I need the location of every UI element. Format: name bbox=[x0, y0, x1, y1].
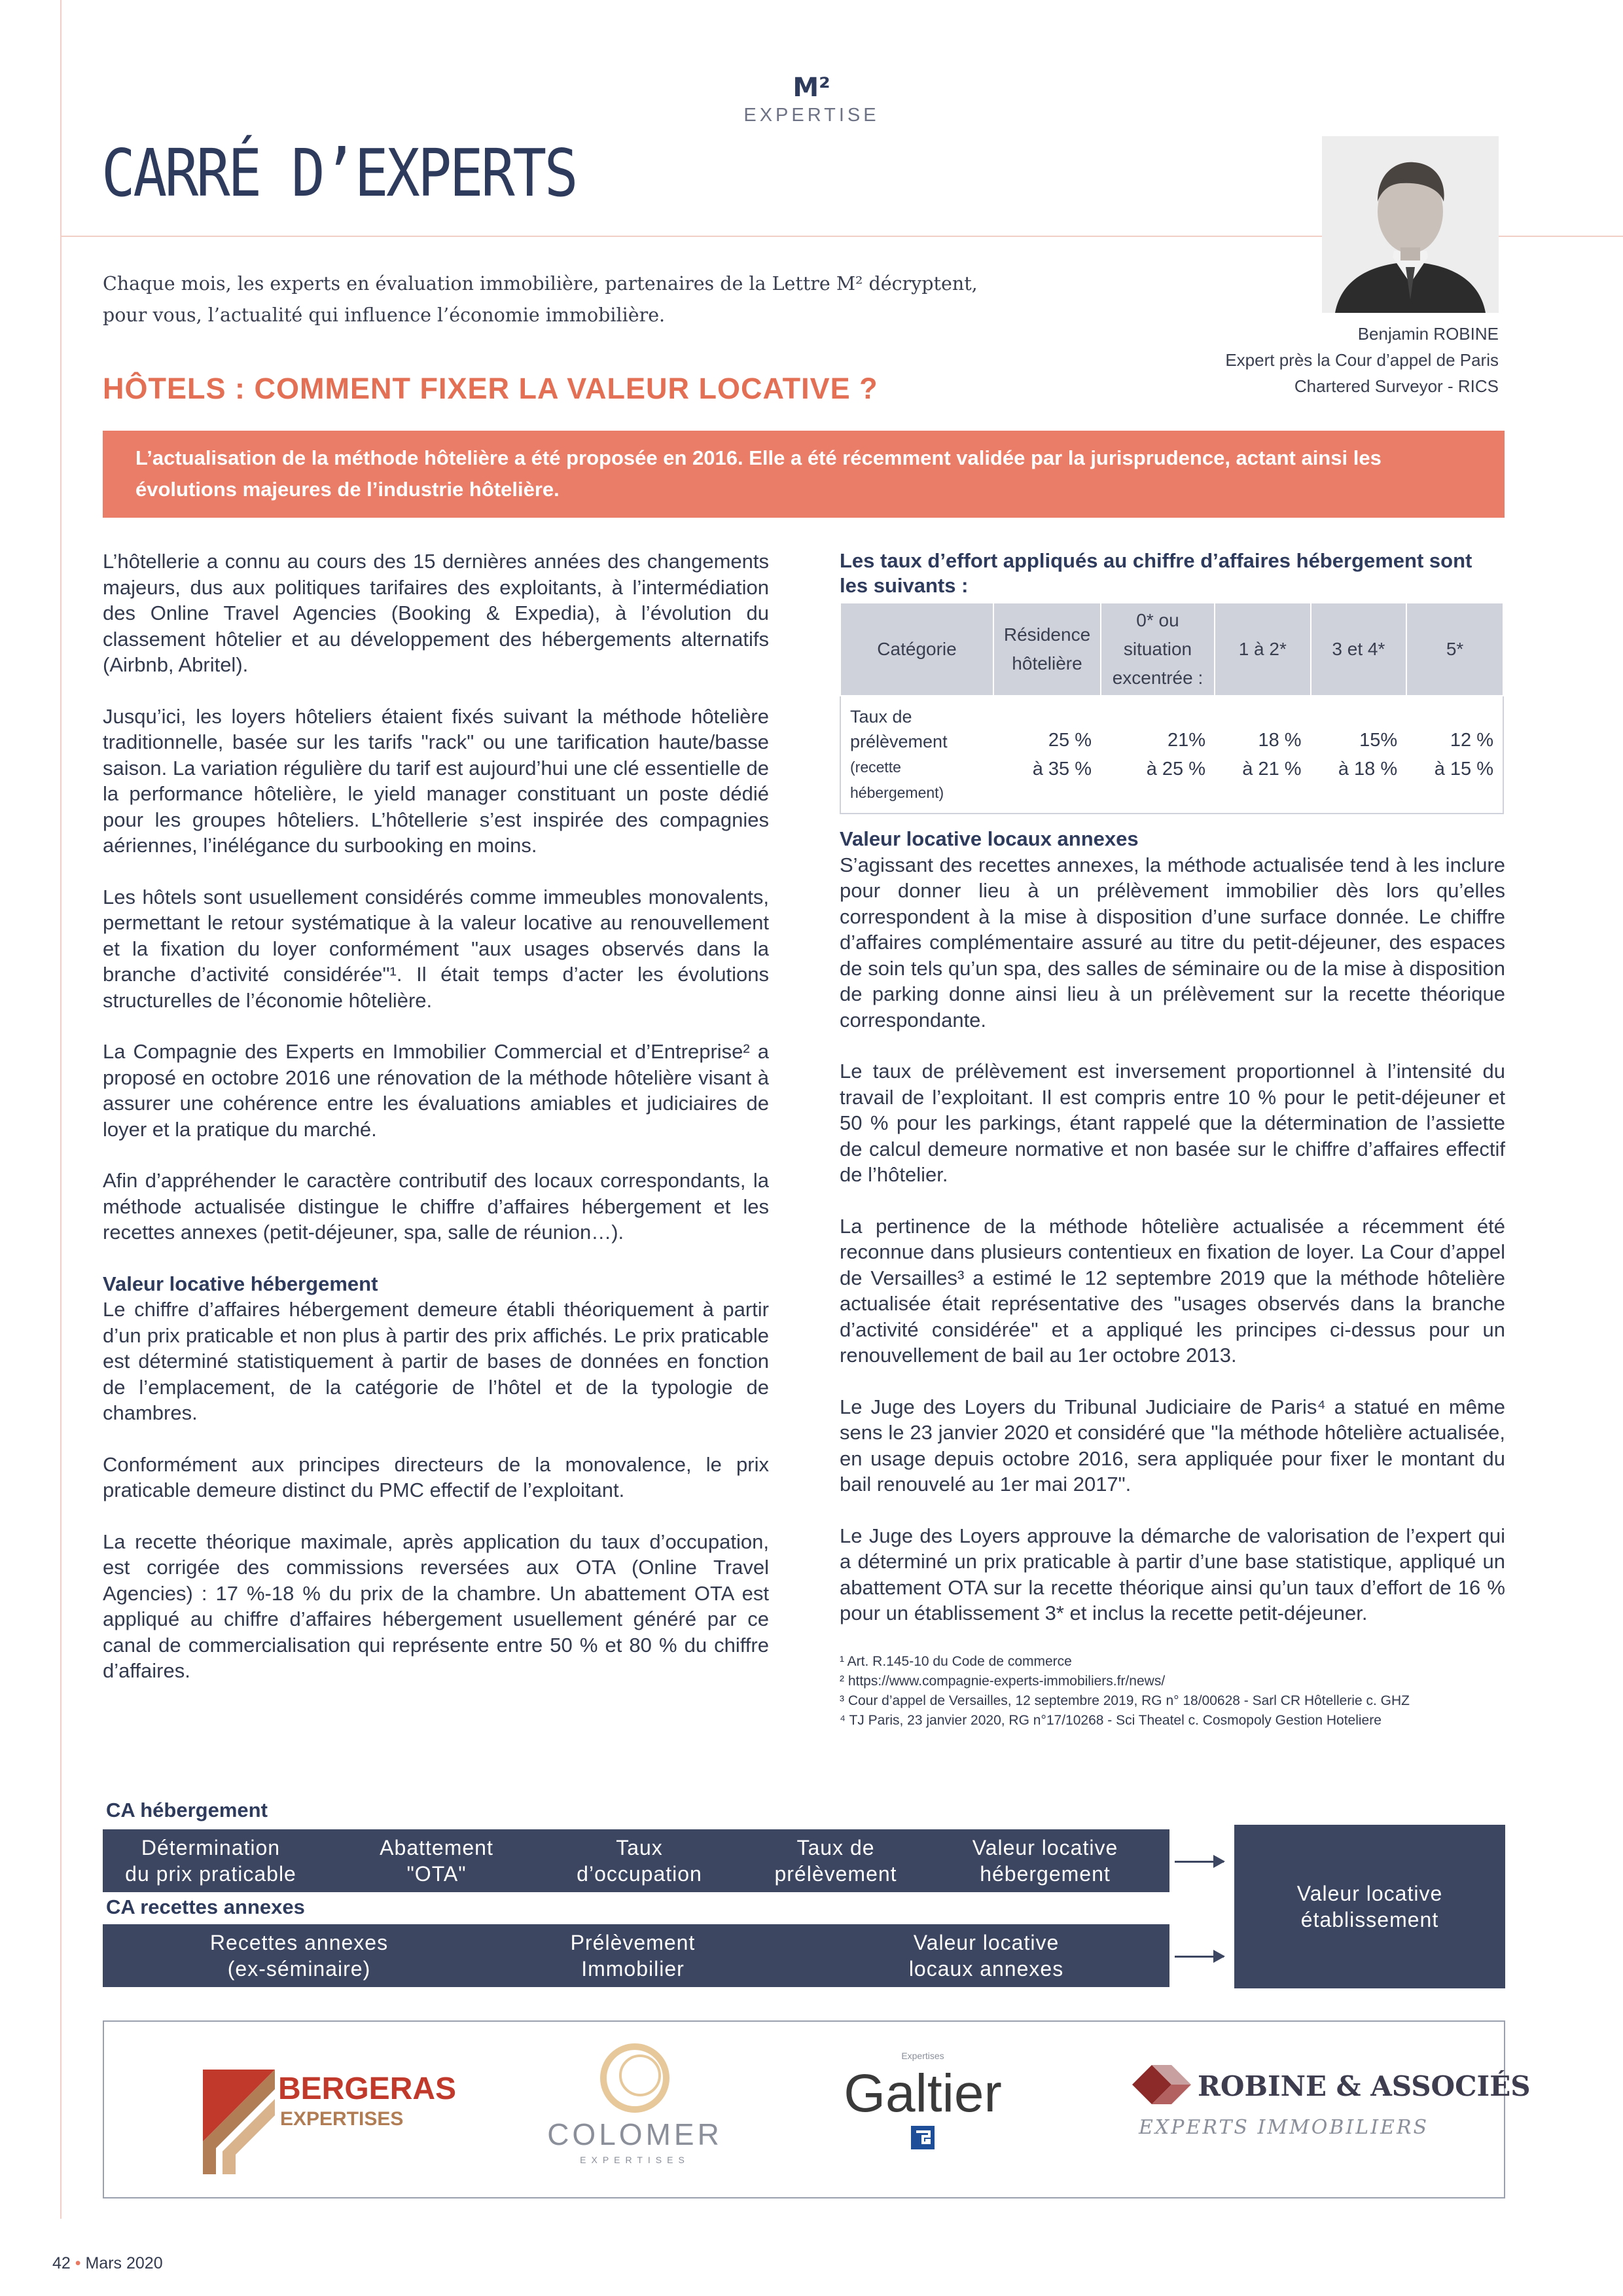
subheading: Valeur locative hébergement bbox=[103, 1272, 378, 1295]
page-footer bbox=[52, 2254, 163, 2273]
table-row bbox=[840, 696, 1503, 814]
rates-table bbox=[840, 602, 1504, 814]
brand-section: EXPERTISE bbox=[743, 105, 880, 126]
diagram-bar-annexes bbox=[103, 1924, 1169, 1987]
paragraph: S’agissant des recettes annexes, la méthode actualisée tend à les inclure pour donner lieu à un prélèvement immobilier dès lors qu’elles correspondent à la mise à disposition d’une surface donnée. Le chiffre d’affaires complémentaire assuré au titre du petit-déjeuner, des espaces de soin tels qu’un spa, des salles de séminaire ou de la mise à disposition de parking donne ainsi lieu à un prélèvement sur la recette théorique correspondante. bbox=[840, 853, 1505, 1031]
author-photo bbox=[1322, 136, 1499, 313]
diagram-label-hebergement: CA hébergement bbox=[106, 1799, 268, 1821]
robine-mark-icon bbox=[1126, 2055, 1531, 2160]
robine-logo bbox=[1126, 2055, 1531, 2160]
bergeras-mark-icon bbox=[203, 2043, 457, 2174]
diagram-step: Valeur locative hébergement bbox=[972, 1836, 1118, 1886]
galtier-tagline: Expertises bbox=[901, 2051, 944, 2061]
robine-subtitle: EXPERTS IMMOBILIERS bbox=[1139, 2116, 1429, 2139]
colomer-logo bbox=[543, 2032, 726, 2176]
right-column bbox=[840, 548, 1505, 1731]
table-header: 3 et 4* bbox=[1311, 603, 1407, 696]
footer-separator: • bbox=[75, 2254, 81, 2272]
paragraph: La pertinence de la méthode hôtelière actualisée a récemment été reconnue dans plusieurs contentieux en fixation de loyer. La Cour d’appel de Versailles³ a estimé le 12 septembre 2019 que la méthode hôtelière actualisée était représentative des "usages observés dans la branche d’activité considérée" et a appliqué les principes ci-dessus pour un renouvellement de bail au 1er octobre 2013. bbox=[840, 1214, 1505, 1367]
diagram-step: Valeur locative locaux annexes bbox=[908, 1931, 1064, 1981]
table-header: Résidence hôtelière bbox=[993, 603, 1101, 696]
arrow-right-icon bbox=[1175, 1956, 1224, 1958]
article-lead: L’actualisation de la méthode hôtelière a été proposée en 2016. Elle a été récemment validée par la jurisprudence, actant ainsi les évolutions majeures de l’industrie hôtelière. bbox=[103, 431, 1505, 518]
intro-line: pour vous, l’actualité qui influence l’économie immobilière. bbox=[103, 304, 666, 326]
paragraph: Le chiffre d’affaires hébergement demeure établi théoriquement à partir d’un prix praticable et non plus à partir des prix affichés. Le prix praticable est déterminé statistiquement à partir de bases de données en fonction de l’emplacement, de la catégorie de l’hôtel et de la typologie de chambres. bbox=[103, 1298, 769, 1424]
table-cell: 12 % à 15 % bbox=[1406, 696, 1503, 814]
paragraph: Le taux de prélèvement est inversement proportionnel à l’intensité du travail de l’exploitant. Il est compris entre 10 % pour le petit-déjeuner et 50 % pour les parkings, étant rappelé que la détermination de l’assiette de calcul demeure normative et non basée sur le chiffre d’affaires effectif de l’hôtelier. bbox=[840, 1060, 1505, 1186]
table-header: 5* bbox=[1406, 603, 1503, 696]
paragraph: Afin d’appréhender le caractère contributif des locaux correspondants, la méthode actualisée distingue le chiffre d’affaires hébergement et les recettes annexes (petit-déjeuner, spa, salle de réunion…). bbox=[103, 1169, 769, 1244]
author-credits bbox=[1073, 321, 1499, 399]
diagram-step: Détermination du prix praticable bbox=[125, 1836, 296, 1886]
page-title: CARRÉ D’EXPERTS bbox=[101, 135, 577, 211]
robine-name: ROBINE & ASSOCIÉS bbox=[1198, 2070, 1531, 2102]
intro-line: Chaque mois, les experts en évaluation immobilière, partenaires de la Lettre M² décryptent, bbox=[103, 273, 978, 295]
table-title: Les taux d’effort appliqués au chiffre d’affaires hébergement sont les suivants : bbox=[840, 549, 1472, 597]
paragraph: L’hôtellerie a connu au cours des 15 dernières années des changements majeurs, dus aux politiques tarifaires des exploitants, à l’intermédiation des Online Travel Agencies (Booking & Expedia), à l’évolution du classement hôtelier et au développement des hébergements alternatifs (Airbnb, Abritel). bbox=[103, 550, 769, 676]
diagram-step: Prélèvement Immobilier bbox=[570, 1931, 696, 1981]
subheading: Valeur locative locaux annexes bbox=[840, 827, 1139, 850]
paragraph: Les hôtels sont usuellement considérés comme immeubles monovalents, permettant le retour systématique à la valeur locative au renouvellement et la fixation du loyer conformément "aux usages observés dans la branche d’activité considérée"¹. Il était temps d’acter les évolutions structurelles de l’économie hôtelière. bbox=[103, 885, 769, 1012]
article-headline: HÔTELS : COMMENT FIXER LA VALEUR LOCATIVE ? bbox=[103, 372, 878, 405]
table-cell: 21% à 25 % bbox=[1101, 696, 1215, 814]
table-cell: 18 % à 21 % bbox=[1215, 696, 1311, 814]
brand-block bbox=[720, 73, 903, 126]
paragraph: Conformément aux principes directeurs de la monovalence, le prix praticable demeure distinct du PMC effectif de l’exploitant. bbox=[103, 1452, 769, 1501]
diagram-step: Taux d’occupation bbox=[577, 1836, 702, 1886]
left-column bbox=[103, 548, 769, 1710]
table-cell bbox=[840, 696, 993, 814]
footnote: ³ Cour d’appel de Versailles, 12 septembre 2019, RG n° 18/00628 - Sarl CR Hôtellerie c. GHZ bbox=[840, 1693, 1410, 1708]
author-role: Chartered Surveyor - RICS bbox=[1294, 376, 1499, 396]
intro-text bbox=[103, 268, 1039, 331]
colomer-name: COLOMER bbox=[547, 2117, 722, 2151]
galtier-mark-icon bbox=[831, 2041, 1014, 2172]
author-role: Expert près la Cour d’appel de Paris bbox=[1225, 350, 1499, 370]
author-portrait-image bbox=[1322, 136, 1499, 313]
arrow-right-icon bbox=[1175, 1861, 1224, 1863]
table-header: 1 à 2* bbox=[1215, 603, 1311, 696]
page-number: 42 bbox=[52, 2254, 71, 2272]
bergeras-logo bbox=[203, 2043, 457, 2174]
paragraph: Le Juge des Loyers approuve la démarche de valorisation de l’expert qui a déterminé un prix praticable à partir d’une base statistique, appliqué un abattement OTA sur la recette théorique ainsi qu’un taux d’effort de 16 % pour un établissement 3* et inclus la recette petit-déjeuner. bbox=[840, 1524, 1505, 1624]
table-cell: 15% à 18 % bbox=[1311, 696, 1407, 814]
bergeras-subtitle: EXPERTISES bbox=[280, 2108, 404, 2130]
diagram-step: Taux de prélèvement bbox=[774, 1836, 897, 1886]
footnote: ² https://www.compagnie-experts-immobiliers.fr/news/ bbox=[840, 1673, 1166, 1689]
paragraph: La Compagnie des Experts en Immobilier Commercial et d’Entreprise² a proposé en octobre 2016 une rénovation de la méthode hôtelière visant à assurer une cohérence entre les évaluations amiables et judiciaires de loyer et la pratique du marché. bbox=[103, 1040, 769, 1141]
paragraph: La recette théorique maximale, après application du taux d’occupation, est corrigée des commissions reversées aux OTA (Online Travel Agencies) : 17 %-18 % du prix de la chambre. Un abattement OTA est appliqué au chiffre d’affaires hébergement usuellement généré par ce canal de commercialisation qui représente entre 50 % et 80 % du chiffre d’affaires. bbox=[103, 1530, 769, 1682]
footnote: ¹ Art. R.145-10 du Code de commerce bbox=[840, 1653, 1072, 1669]
colomer-subtitle: EXPERTISES bbox=[580, 2155, 690, 2165]
diagram-label-annexes: CA recettes annexes bbox=[106, 1895, 305, 1918]
margin-rule bbox=[60, 0, 62, 2219]
paragraph: Jusqu’ici, les loyers hôteliers étaient fixés suivant la méthode hôtelière traditionnelle, basée sur les tarifs "rack" ou une tarification haute/basse saison. La variation régulière du tarif est aujourd’hui une clé essentielle de la performance hôtelière, le yield manager constituant un poste dédié pour les groupes hôteliers. L’hôtellerie s’est inspirée des compagnies aériennes, l’inélégance du surbooking en moins. bbox=[103, 704, 769, 857]
table-header: Catégorie bbox=[840, 603, 993, 696]
colomer-mark-icon bbox=[543, 2032, 726, 2176]
footnotes bbox=[840, 1652, 1505, 1731]
diagram-step: Recettes annexes (ex-séminaire) bbox=[209, 1931, 389, 1981]
table-header-row bbox=[840, 603, 1503, 696]
issue-date: Mars 2020 bbox=[85, 2254, 163, 2272]
paragraph: Le Juge des Loyers du Tribunal Judiciaire de Paris⁴ a statué en même sens le 23 janvier 2020 et considéré que "la méthode hôtelière actualisée, en usage depuis octobre 2016, sera appliquée pour fixer le montant du bail renouvelé au 1er mai 2017". bbox=[840, 1395, 1505, 1496]
diagram-step: Abattement "OTA" bbox=[380, 1836, 493, 1886]
galtier-logo bbox=[831, 2041, 1014, 2172]
table-cell: 25 % à 35 % bbox=[993, 696, 1101, 814]
author-name: Benjamin ROBINE bbox=[1357, 324, 1499, 344]
row-label: Taux de prélèvement bbox=[850, 707, 948, 751]
galtier-name: Galtier bbox=[844, 2064, 1002, 2123]
table-header: 0* ou situation excentrée : bbox=[1101, 603, 1215, 696]
diagram-bar-hebergement bbox=[103, 1829, 1169, 1892]
diagram-result-box: Valeur locative établissement bbox=[1234, 1825, 1505, 1988]
footnote: ⁴ TJ Paris, 23 janvier 2020, RG n°17/10268 - Sci Theatel c. Cosmopoly Gestion Hoteliere bbox=[840, 1712, 1382, 1728]
brand-logo: M² bbox=[793, 73, 830, 103]
row-label-note: (recette hébergement) bbox=[850, 759, 944, 801]
bergeras-name: BERGERAS bbox=[278, 2072, 457, 2106]
